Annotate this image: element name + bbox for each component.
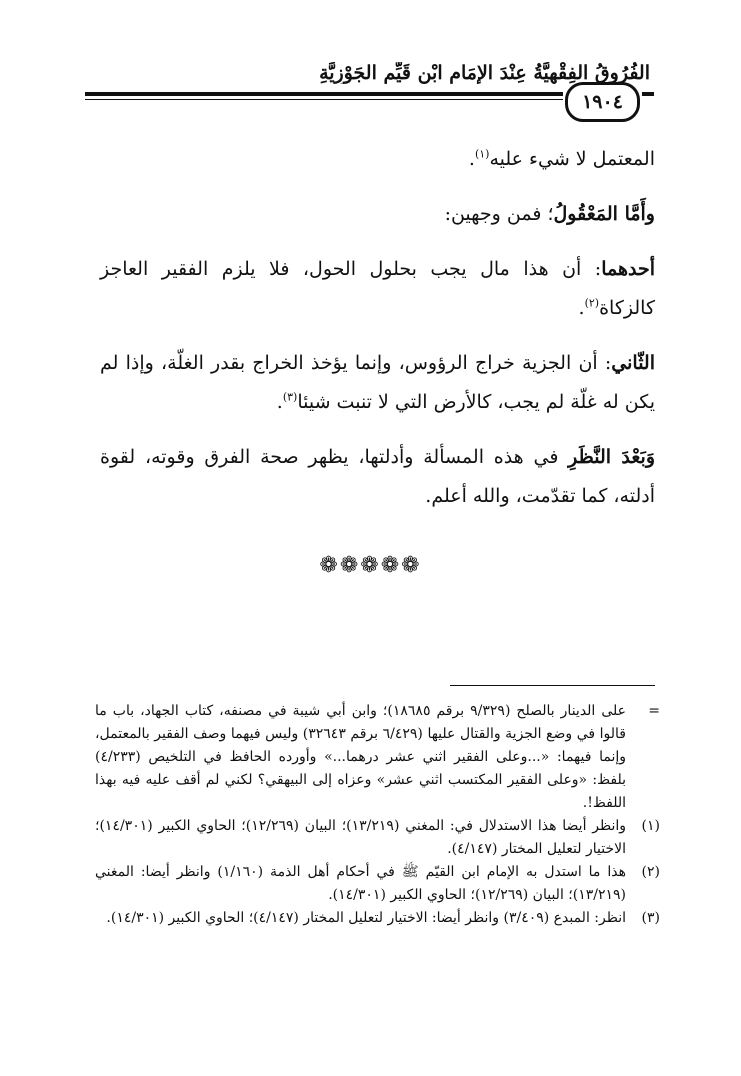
footnote-continuation [95,700,660,815]
footnote-text: انظر: المبدع (٣/٤٠٩) وانظر أيضا: الاختيار لتعليل المختار (٤/١٤٧)؛ الحاوي الكبير (١٤/٣٠١). [106,910,626,926]
running-header-title: الفُرُوقُ الفِقْهِيَّةُ عِنْدَ الإِمَامِ ابْنِ قَيِّمِ الجَوْزِيَّةِ [319,62,650,84]
header-rule-thick [85,92,563,96]
footnote-mark: (٢) [641,864,660,880]
footnote-ref-2: (٢) [584,296,600,310]
footnote-2 [95,861,660,907]
paragraph-4 [100,344,655,422]
page-number: ١٩٠٤ [565,82,640,122]
footnote-3 [95,907,660,930]
paragraph-4-end: . [276,391,283,413]
paragraph-3-text: : أن هذا مال يجب بحلول الحول، فلا يلزم الفقير العاجز كالزكاة [100,258,655,319]
paragraph-5-lead: وَبَعْدَ النَّظَرِ [568,446,655,468]
paragraph-3 [100,250,655,328]
paragraph-3-lead: أحدهما [601,258,655,280]
header-rule-right [642,92,654,96]
paragraph-5-text: في هذه المسألة وأدلتها، يظهر صحة الفرق وقوته، لقوة أدلته، كما تقدّمت، والله أعلم. [100,446,655,507]
paragraph-1-end: . [468,148,475,170]
footnote-text: وانظر أيضا هذا الاستدلال في: المغني (١٣/٢١٩)؛ البيان (١٢/٢٦٩)؛ الحاوي الكبير (١٤/٣٠١)؛ الاختيار لتعليل المختار (٤/١٤٧). [95,818,626,857]
paragraph-2-text: ؛ فمن وجهين: [444,203,554,225]
paragraph-4-lead: الثّاني [611,352,655,374]
header-rule-thin [85,99,563,100]
paragraph-1 [100,140,655,179]
footnote-mark: (١) [641,818,660,834]
paragraph-3-end: . [578,297,585,319]
body-text [100,140,655,532]
paragraph-4-text: : أن الجزية خراج الرؤوس، وإنما يؤخذ الخراج بقدر الغلّة، وإذا لم يكن له غلّة لم يجب، كالأرض التي لا تنبت شيئا [100,352,655,413]
footnote-1 [95,815,660,861]
footnote-mark: (٣) [641,910,660,926]
paragraph-2 [100,195,655,234]
paragraph-1-text: المعتمل لا شيء عليه [489,148,655,170]
footnote-ref-3: (٣) [282,390,298,404]
ornament-divider: ❁❁❁❁❁ [319,553,422,578]
footnote-rule [450,685,655,686]
paragraph-5 [100,438,655,516]
paragraph-2-lead: وأَمَّا المَعْقُولُ [553,203,655,225]
footnote-text: هذا ما استدل به الإمام ابن القيّم ﷺ في أحكام أهل الذمة (١/١٦٠) وانظر أيضا: المغني (١٣/٢١٩)؛ البيان (١٢/٢٦٩)؛ الحاوي الكبير (١٤/٣٠١). [95,864,626,903]
footnote-text: على الدينار بالصلح (٩/٣٢٩ برقم ١٨٦٨٥)؛ وابن أبي شيبة في مصنفه، كتاب الجهاد، باب ما قالوا في وضع الجزية والقتال عليها (٦/٤٢٩ برقم ٣٢٦٤٣) وليس فيهما وصف الفقير بالمعتمل، وإنما فيهما: «...وعلى الفقير اثني عشر درهما...» وأورده الحافظ في التلخيص (٤/٢٣٣) بلفظ: «وعلى الفقير المكتسب اثني عشر» وعزاه إلى البيهقي؟ لكني لم أقف عليه فيه بهذا اللفظ!. [95,703,626,811]
footnote-ref-1: (١) [474,147,490,161]
footnotes [95,700,660,930]
footnote-mark: = [648,703,660,719]
